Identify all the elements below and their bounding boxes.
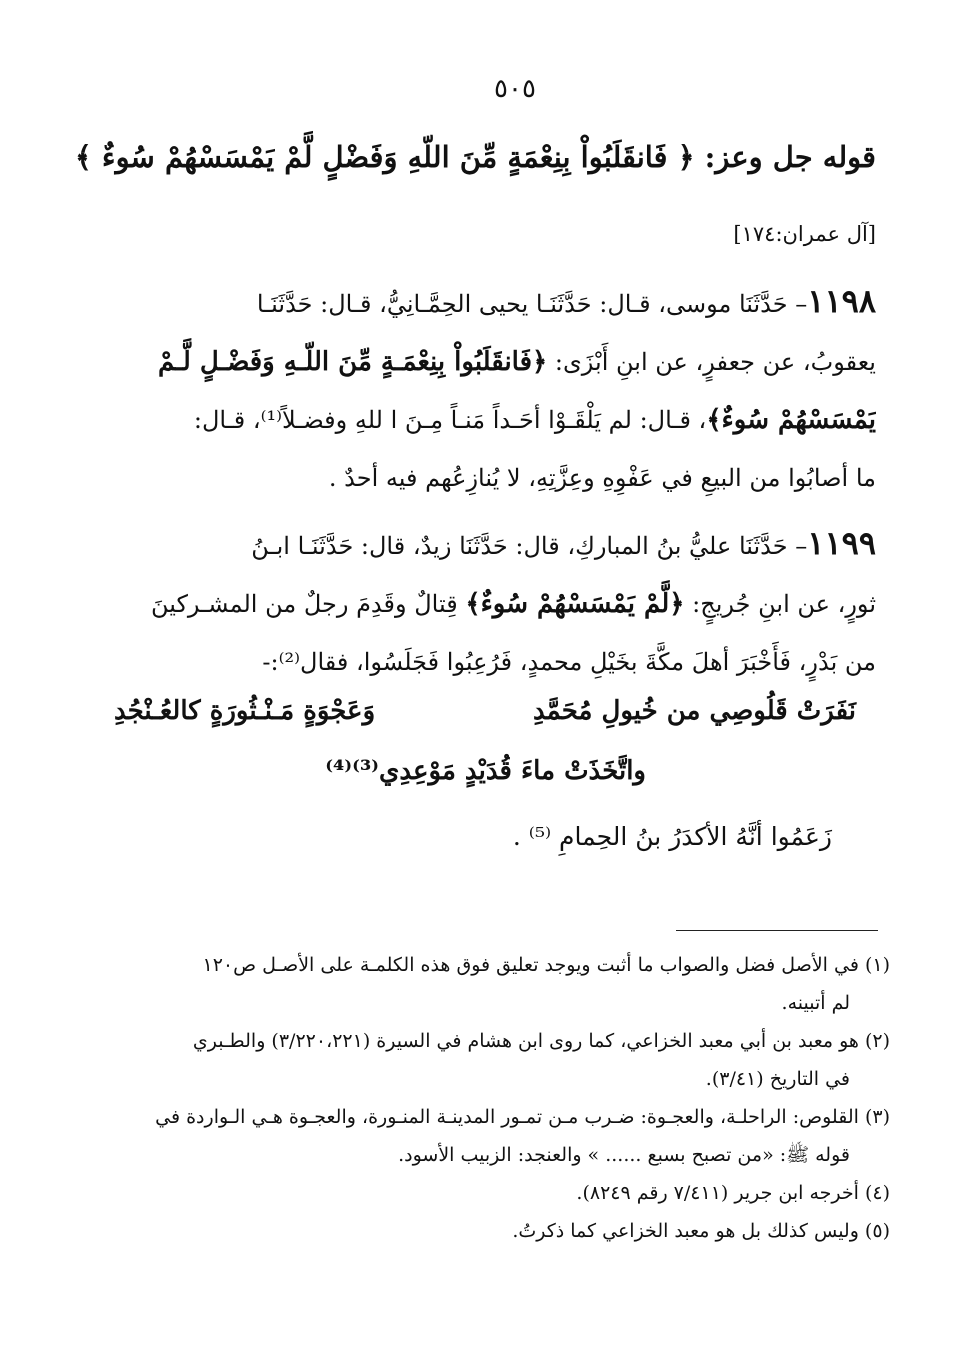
footnote-2 (62, 1022, 890, 1098)
hadith-number: ١١٩٨ (807, 282, 876, 320)
hadith-text: ، قـال: لم يَلْقَـوْا أحَـداً مَنـاً مِـنَ ا للهِ وفضـلاً⁽¹⁾، قـال: (193, 406, 707, 434)
poem-hemistich-second: وَعَجْوَةٍ مَـنْـثُورَةٍ كالعُـنْجُدِ (114, 696, 376, 726)
hadith-text: قِتالٌ وقَدِمَ رجلٌ من المشـركينَ (150, 590, 458, 618)
footnote-4 (62, 1174, 890, 1212)
hadith-text: – حَدَّثَنَا عليُّ بنُ المباركِ، قال: حَدَّثَنَا زيدٌ، قال: حَدَّثَنَـا ابـنُ (251, 532, 808, 560)
footnote-divider (676, 930, 878, 931)
hadith-text: ثورٍ، عن ابنِ جُريجٍ: (692, 590, 876, 618)
page-number: ٥٠٥ (494, 74, 536, 104)
hadith-1199-line-3: من بَدْرٍ، فَأَخْبَرَ أهلَ مكَّةَ بخَيْلِ محمدٍ، فَرُعِبُوا فَجَلَسُوا، فقال⁽²⁾:- (262, 648, 876, 676)
footnote-text: (٣) القلوص: الراحلـة، والعجـوة: ضـرب مـن تمـور المدينـة المنـورة، والعجـوة هـي الـواردة في (155, 1106, 890, 1128)
quran-quote: ﴿فَانقَلَبُواْ بِنِعْمَـةٍ مِّنَ اللّـهِ وَفَضْـلٍ لَّـمْ (158, 347, 548, 377)
hadith-number: ١١٩٩ (807, 524, 876, 562)
hadith-1199 (76, 514, 876, 691)
footnote-3 (62, 1098, 890, 1174)
poem-verse-2 (76, 756, 876, 816)
footnote-text: (١) في الأصل فضل والصواب ما أثبت ويوجد تعليق فوق هذه الكلمـة على الأصـل ص١٢٠ (202, 954, 890, 976)
hadith-text: يعقوبُ، عن جعفرٍ، عن ابنِ أَبْزَى: (554, 348, 876, 376)
hadith-1198-line-1 (76, 272, 876, 333)
verse-reference: [آل عمران:١٧٤] (733, 222, 876, 246)
footnote-text: في التاريخ (٣/٤١). (705, 1068, 850, 1090)
footnote-text: لم أتبينه. (781, 992, 850, 1014)
hadith-1198-line-4: ما أصابُوا من البيعِ في عَفْوِهِ وعِزَّتِهِ، لا يُنازِعُهم فيه أحدٌ . (328, 464, 876, 492)
quran-quote: ﴿لَّمْ يَمْسَسْهُمْ سُوءٌ﴾ (465, 589, 685, 619)
hadith-1199-line-1 (76, 514, 876, 575)
poem-verse-1 (76, 696, 876, 756)
footnote-text: قوله ﷺ: «من تصبح بسبع ...... » والعنجد: الزبيب الأسود. (398, 1144, 850, 1166)
footnote-text: (٥) وليس كذلك بل هو معبد الخزاعي كما ذكرتُ. (512, 1220, 890, 1242)
footnotes (62, 946, 890, 1250)
poem-hemistich-first: نَفَرَتْ قَلُوصِي من خُيولِ مُحَمَّدِ (533, 696, 856, 726)
poem-hemistich-third: واتَّخَذَتْ ماءَ قُدَيْدٍ مَوْعِدِي⁽³⁾⁽⁴⁾ (325, 756, 646, 786)
hadith-1199-line-2 (76, 575, 876, 633)
poem-attribution: زَعَمُوا أنَّهُ الأكدَرُ بنُ الحِمامِ ⁽⁵⁾ . (512, 822, 832, 851)
footnote-text: (٤) أخرجه ابن جرير (٧/٤١١ رقم ٨٢٤٩). (576, 1182, 890, 1204)
footnote-5 (62, 1212, 890, 1250)
hadith-1198 (76, 272, 876, 507)
hadith-1198-line-3 (76, 391, 876, 449)
hadith-text: – حَدَّثَنَا موسى، قـال: حَدَّثَنَـا يحيى الحِمَّـانِيُّ، قـال: حَدَّثَنَـا (256, 290, 808, 318)
poem (76, 696, 876, 816)
hadith-1198-line-2 (76, 333, 876, 391)
footnote-1 (62, 946, 890, 1022)
footnote-text: (٢) هو معبد بن أبي معبد الخزاعي، كما روى ابن هشام في السيرة (٣/٢٢٠،٢٢١) والطـبري (192, 1030, 890, 1052)
quran-quote: يَمْسَسْهُمْ سُوءٌ﴾ (706, 405, 876, 435)
verse-heading: قوله جل وعز: ﴿ فَانقَلَبُواْ بِنِعْمَةٍ مِّنَ اللّهِ وَفَضْلٍ لَّمْ يَمْسَسْهُمْ سُوءٌ ﴾ (74, 140, 876, 174)
